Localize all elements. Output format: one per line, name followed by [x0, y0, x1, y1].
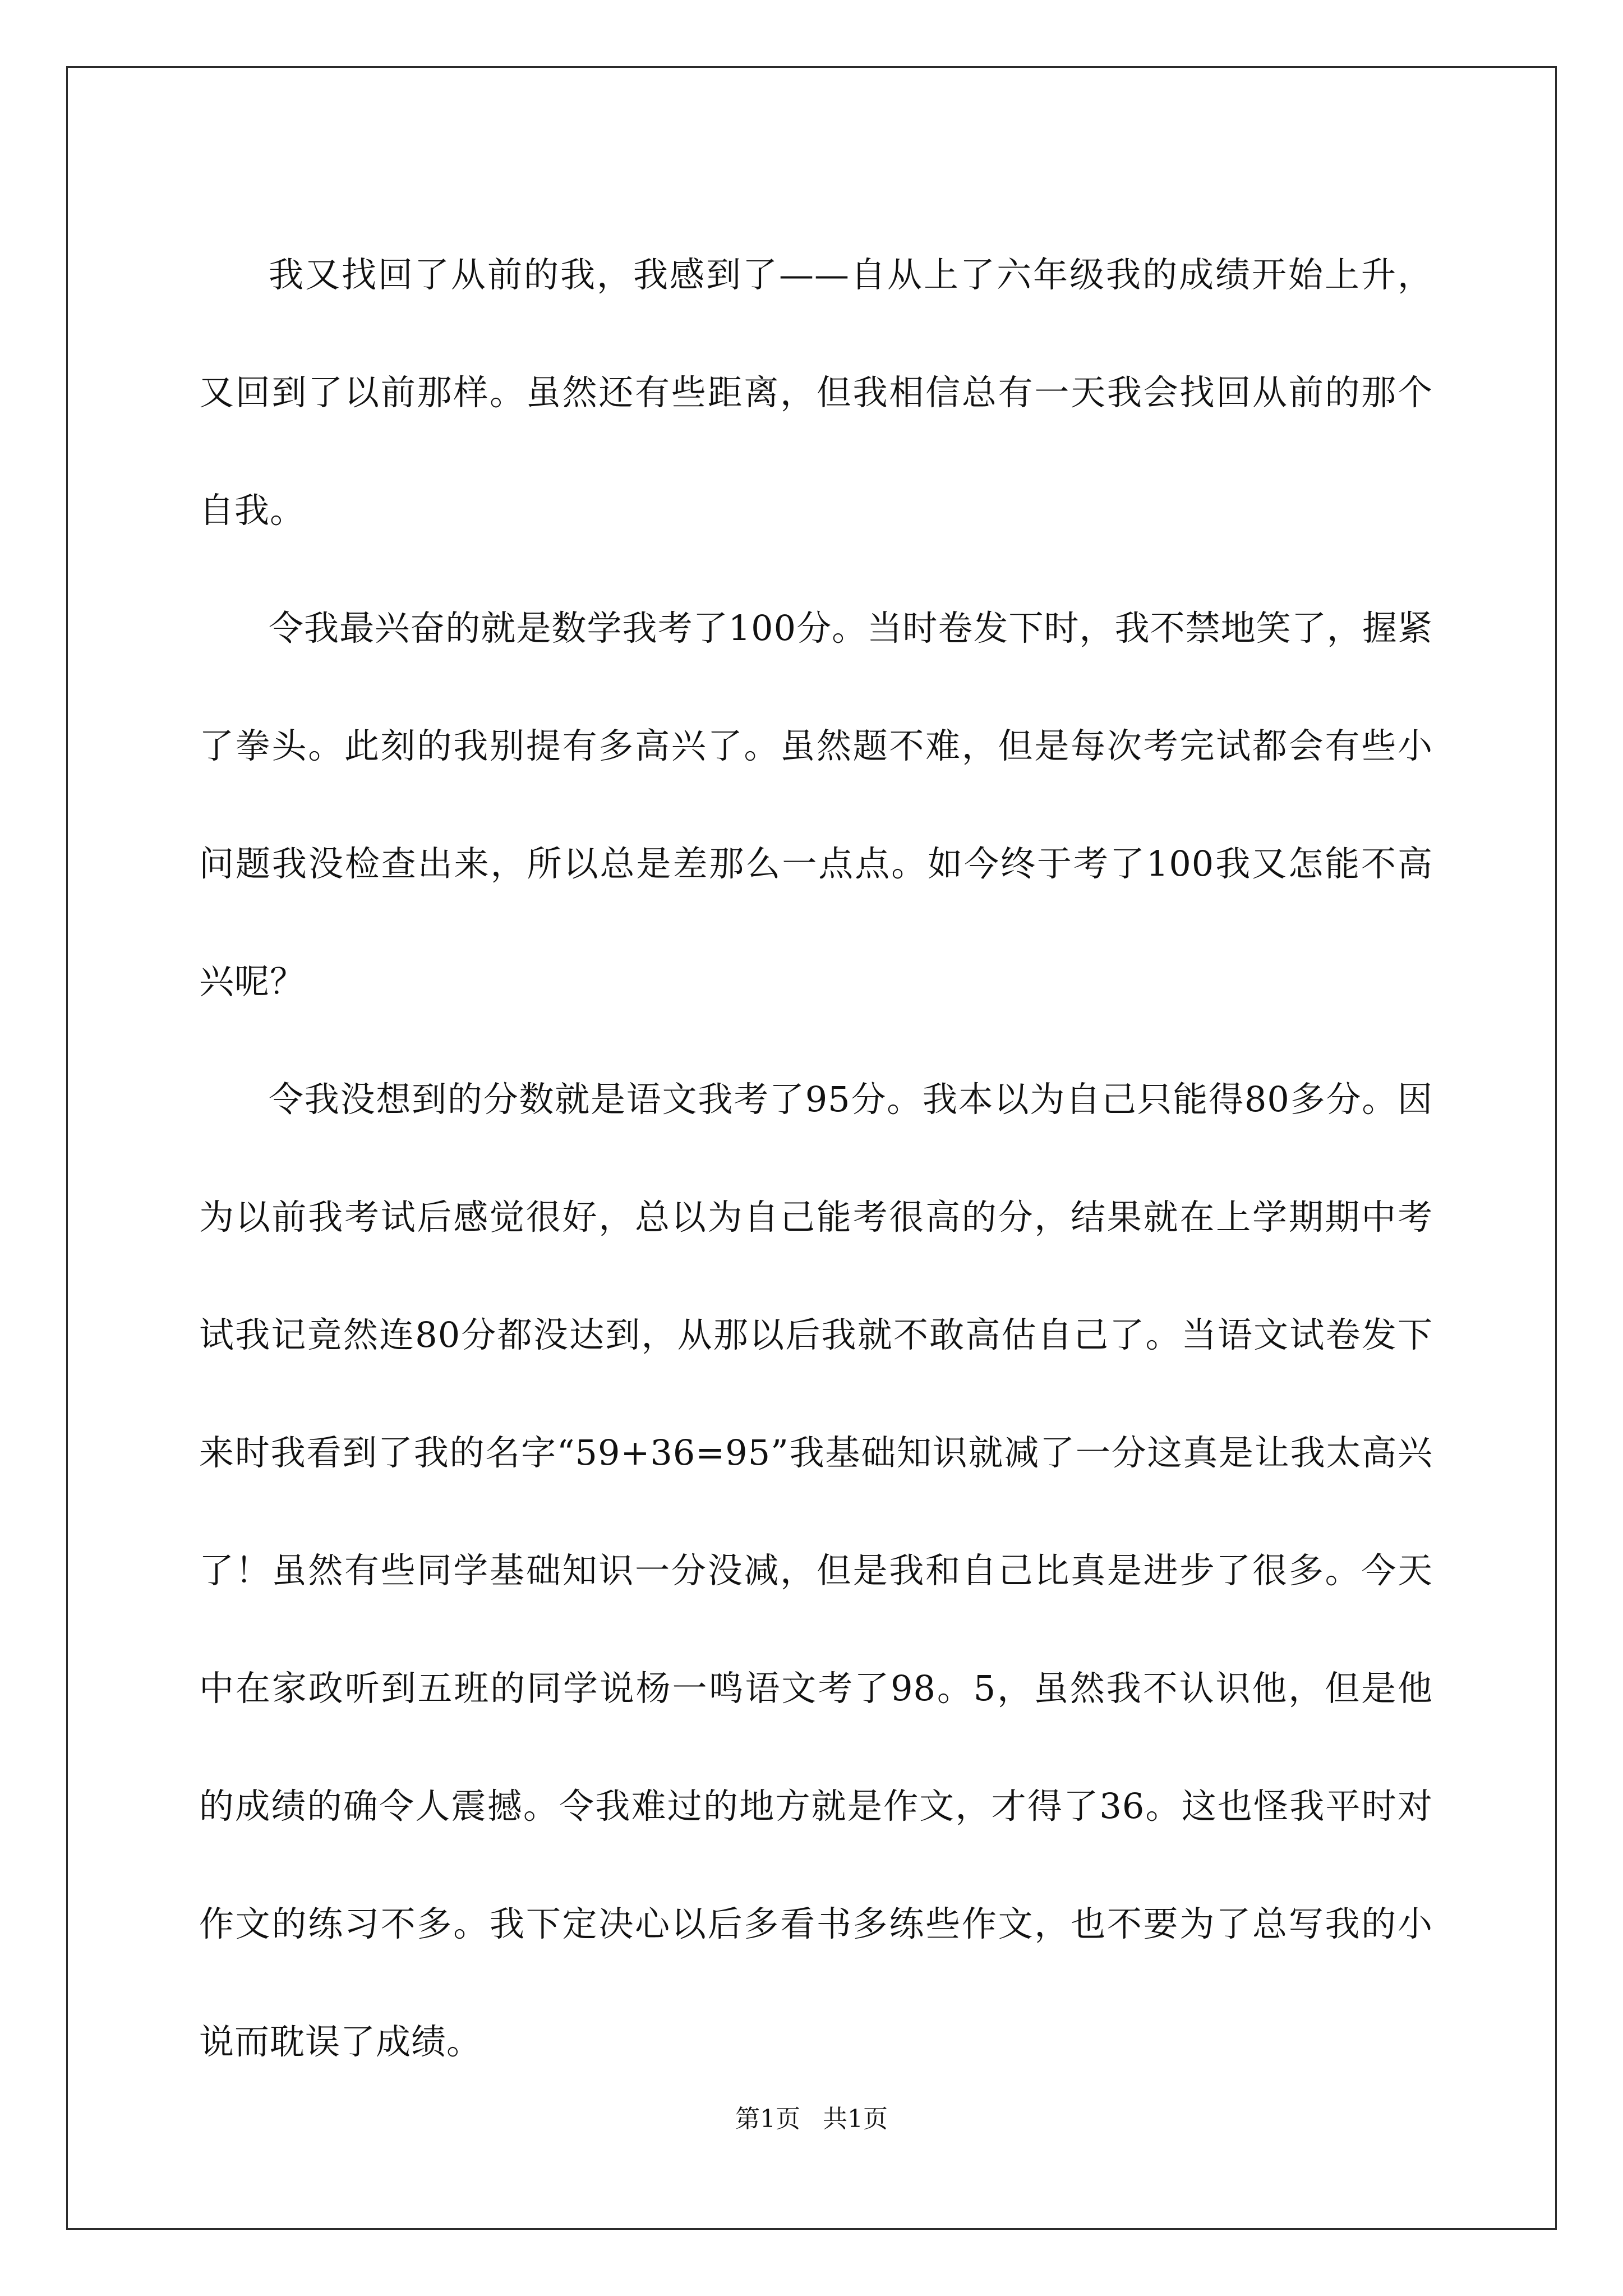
- page-footer: [0, 2102, 1623, 2136]
- document-body: [199, 216, 1433, 2101]
- paragraph-2: 令我最兴奋的就是数学我考了100分。当时卷发下时，我不禁地笑了，握紧了拳头。此刻的我别提有多高兴了。虽然题不难，但是每次考完试都会有些小问题我没检查出来，所以总是差那么一点点。如今终于考了100我又怎能不高兴呢？: [199, 608, 1433, 1002]
- paragraph-1: 我又找回了从前的我，我感到了——自从上了六年级我的成绩开始上升，又回到了以前那样。虽然还有些距离，但我相信总有一天我会找回从前的那个自我。: [199, 254, 1433, 531]
- page-number: 第1页: [735, 2105, 800, 2133]
- paragraph-3: 令我没想到的分数就是语文我考了95分。我本以为自己只能得80多分。因为以前我考试后感觉很好，总以为自己能考很高的分，结果就在上学期期中考试我记竟然连80分都没达到，从那以后我就不敢高估自己了。当语文试卷发下来时我看到了我的名字“59+36=95”我基础知识就减了一分这真是让我太高兴了！虽然有些同学基础知识一分没减，但是我和自己比真是进步了很多。今天中在家政听到五班的同学说杨一鸣语文考了98。5，虽然我不认识他，但是他的成绩的确令人震撼。令我难过的地方就是作文，才得了36。这也怪我平时对作文的练习不多。我下定决心以后多看书多练些作文，也不要为了总写我的小说而耽误了成绩。: [199, 1079, 1433, 2062]
- page-total: 共1页: [823, 2105, 888, 2133]
